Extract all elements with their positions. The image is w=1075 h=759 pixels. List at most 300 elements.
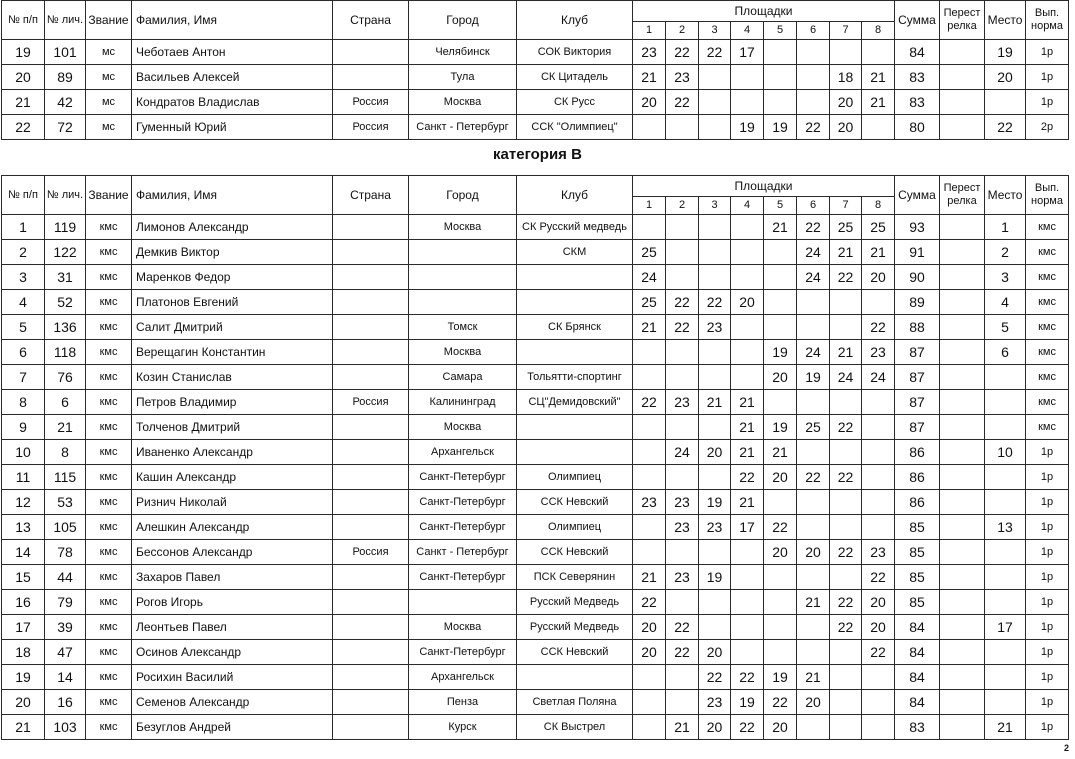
- cell-sum: 93: [895, 215, 940, 240]
- cell-site-5: [764, 315, 797, 340]
- cell-country: [333, 290, 409, 315]
- cell-site-4: 21: [731, 490, 764, 515]
- cell-site-3: 19: [699, 490, 731, 515]
- cell-site-3: [699, 465, 731, 490]
- cell-lich: 72: [45, 115, 86, 140]
- cell-country: [333, 415, 409, 440]
- cell-np: 8: [2, 390, 45, 415]
- cell-rank: кмс: [86, 265, 132, 290]
- cell-club: ССК Невский: [517, 640, 633, 665]
- cell-norm: 1р: [1026, 90, 1069, 115]
- cell-site-7: 22: [830, 415, 862, 440]
- cell-site-3: 22: [699, 40, 731, 65]
- cell-city: Калининград: [409, 390, 517, 415]
- cell-site-3: [699, 65, 731, 90]
- cell-rank: кмс: [86, 215, 132, 240]
- cell-place: [985, 465, 1026, 490]
- cell-lich: 76: [45, 365, 86, 390]
- cell-site-4: [731, 615, 764, 640]
- table-row: [2, 465, 1069, 490]
- cell-site-7: 20: [830, 90, 862, 115]
- cell-site-6: [797, 490, 830, 515]
- cell-site-4: 21: [731, 390, 764, 415]
- cell-norm: 1р: [1026, 640, 1069, 665]
- cell-name: Безуглов Андрей: [132, 715, 333, 740]
- cell-lich: 79: [45, 590, 86, 615]
- cell-site-4: 19: [731, 115, 764, 140]
- cell-site-7: 20: [830, 115, 862, 140]
- cell-shootoff: [940, 615, 985, 640]
- cell-site-6: [797, 390, 830, 415]
- cell-shootoff: [940, 515, 985, 540]
- cell-site-8: 25: [862, 215, 895, 240]
- cell-shootoff: [940, 540, 985, 565]
- cell-sum: 83: [895, 715, 940, 740]
- cell-club: [517, 340, 633, 365]
- cell-country: [333, 215, 409, 240]
- table-row: [2, 690, 1069, 715]
- col-header-sum: Сумма: [895, 1, 940, 40]
- cell-site-7: 22: [830, 465, 862, 490]
- cell-lich: 21: [45, 415, 86, 440]
- cell-site-8: [862, 490, 895, 515]
- cell-shootoff: [940, 415, 985, 440]
- cell-rank: кмс: [86, 565, 132, 590]
- col-header-rank: Звание: [86, 1, 132, 40]
- table-row: [2, 215, 1069, 240]
- cell-sum: 86: [895, 490, 940, 515]
- cell-club: СК Цитадель: [517, 65, 633, 90]
- cell-country: [333, 715, 409, 740]
- cell-site-2: 22: [666, 615, 699, 640]
- cell-site-3: 20: [699, 440, 731, 465]
- cell-site-2: [666, 365, 699, 390]
- table-row: [2, 440, 1069, 465]
- cell-city: Санкт-Петербург: [409, 515, 517, 540]
- cell-lich: 119: [45, 215, 86, 240]
- cell-site-2: [666, 215, 699, 240]
- cell-lich: 16: [45, 690, 86, 715]
- cell-site-5: 19: [764, 340, 797, 365]
- cell-sum: 85: [895, 590, 940, 615]
- cell-site-4: 20: [731, 290, 764, 315]
- cell-site-4: 19: [731, 690, 764, 715]
- cell-name: Семенов Александр: [132, 690, 333, 715]
- cell-site-3: [699, 115, 731, 140]
- cell-sum: 87: [895, 365, 940, 390]
- cell-shootoff: [940, 465, 985, 490]
- cell-rank: кмс: [86, 415, 132, 440]
- cell-site-2: 22: [666, 290, 699, 315]
- cell-site-7: 21: [830, 240, 862, 265]
- category-b-title: категория В: [493, 146, 582, 163]
- table-row: [2, 665, 1069, 690]
- cell-norm: кмс: [1026, 215, 1069, 240]
- cell-sum: 85: [895, 565, 940, 590]
- cell-site-2: 23: [666, 65, 699, 90]
- cell-np: 19: [2, 665, 45, 690]
- cell-lich: 118: [45, 340, 86, 365]
- cell-place: [985, 565, 1026, 590]
- cell-place: 20: [985, 65, 1026, 90]
- cell-club: СК Русс: [517, 90, 633, 115]
- cell-site-4: [731, 65, 764, 90]
- table-row: [2, 540, 1069, 565]
- cell-rank: кмс: [86, 290, 132, 315]
- cell-club: Тольятти-спортинг: [517, 365, 633, 390]
- cell-site-8: 21: [862, 240, 895, 265]
- cell-name: Осинов Александр: [132, 640, 333, 665]
- cell-rank: кмс: [86, 515, 132, 540]
- cell-np: 18: [2, 640, 45, 665]
- cell-sum: 88: [895, 315, 940, 340]
- cell-club: СКМ: [517, 240, 633, 265]
- cell-np: 22: [2, 115, 45, 140]
- cell-site-2: [666, 240, 699, 265]
- cell-site-8: 22: [862, 315, 895, 340]
- cell-site-7: [830, 40, 862, 65]
- cell-site-7: 18: [830, 65, 862, 90]
- cell-club: ПСК Северянин: [517, 565, 633, 590]
- cell-rank: кмс: [86, 540, 132, 565]
- site-number-header: 4: [731, 22, 764, 40]
- site-number-header: 1: [633, 197, 666, 215]
- cell-city: Санкт - Петербург: [409, 115, 517, 140]
- cell-np: 12: [2, 490, 45, 515]
- cell-site-5: 20: [764, 715, 797, 740]
- cell-site-5: [764, 490, 797, 515]
- cell-site-6: [797, 90, 830, 115]
- cell-site-8: [862, 415, 895, 440]
- col-header-name: Фамилия, Имя: [132, 1, 333, 40]
- cell-shootoff: [940, 440, 985, 465]
- cell-country: [333, 315, 409, 340]
- cell-place: [985, 490, 1026, 515]
- cell-norm: кмс: [1026, 415, 1069, 440]
- cell-lich: 115: [45, 465, 86, 490]
- cell-club: СК Русский медведь: [517, 215, 633, 240]
- cell-site-4: [731, 565, 764, 590]
- cell-country: [333, 665, 409, 690]
- cell-place: [985, 690, 1026, 715]
- site-number-header: 1: [633, 22, 666, 40]
- cell-club: СЦ"Демидовский": [517, 390, 633, 415]
- cell-site-8: 23: [862, 540, 895, 565]
- cell-place: 10: [985, 440, 1026, 465]
- site-number-header: 4: [731, 197, 764, 215]
- cell-lich: 103: [45, 715, 86, 740]
- results-table-category-b: [1, 175, 1069, 740]
- cell-site-5: [764, 290, 797, 315]
- cell-city: Челябинск: [409, 40, 517, 65]
- cell-norm: кмс: [1026, 340, 1069, 365]
- cell-country: Россия: [333, 540, 409, 565]
- cell-shootoff: [940, 390, 985, 415]
- table-row: [2, 415, 1069, 440]
- cell-lich: 42: [45, 90, 86, 115]
- cell-site-4: 17: [731, 515, 764, 540]
- cell-club: Русский Медведь: [517, 615, 633, 640]
- cell-site-1: 22: [633, 590, 666, 615]
- cell-city: Архангельск: [409, 440, 517, 465]
- cell-site-2: [666, 340, 699, 365]
- cell-rank: кмс: [86, 590, 132, 615]
- cell-site-1: 20: [633, 615, 666, 640]
- cell-site-3: [699, 415, 731, 440]
- cell-lich: 105: [45, 515, 86, 540]
- cell-site-8: [862, 690, 895, 715]
- cell-site-6: [797, 290, 830, 315]
- cell-country: [333, 240, 409, 265]
- cell-shootoff: [940, 590, 985, 615]
- table-row: [2, 515, 1069, 540]
- cell-norm: кмс: [1026, 290, 1069, 315]
- cell-np: 3: [2, 265, 45, 290]
- table-row: [2, 315, 1069, 340]
- cell-site-8: 21: [862, 90, 895, 115]
- cell-np: 20: [2, 690, 45, 715]
- col-header-norm: Вып. норма: [1026, 1, 1069, 40]
- cell-norm: кмс: [1026, 265, 1069, 290]
- cell-site-5: [764, 240, 797, 265]
- cell-sum: 83: [895, 65, 940, 90]
- cell-site-2: 24: [666, 440, 699, 465]
- cell-site-1: [633, 715, 666, 740]
- cell-site-7: 22: [830, 590, 862, 615]
- cell-site-2: 21: [666, 715, 699, 740]
- cell-club: СК Брянск: [517, 315, 633, 340]
- cell-site-8: [862, 115, 895, 140]
- cell-city: Москва: [409, 615, 517, 640]
- cell-site-6: 24: [797, 340, 830, 365]
- cell-site-2: 23: [666, 515, 699, 540]
- cell-shootoff: [940, 715, 985, 740]
- cell-site-3: 22: [699, 665, 731, 690]
- cell-country: [333, 590, 409, 615]
- cell-site-3: [699, 215, 731, 240]
- cell-shootoff: [940, 365, 985, 390]
- col-header-place: Место: [985, 176, 1026, 215]
- cell-lich: 89: [45, 65, 86, 90]
- cell-site-3: 21: [699, 390, 731, 415]
- cell-country: Россия: [333, 390, 409, 415]
- cell-site-7: [830, 290, 862, 315]
- cell-site-6: [797, 315, 830, 340]
- col-header-np: № п/п: [2, 176, 45, 215]
- cell-site-5: [764, 90, 797, 115]
- cell-site-2: [666, 590, 699, 615]
- cell-site-1: [633, 215, 666, 240]
- cell-site-3: [699, 590, 731, 615]
- cell-site-1: [633, 540, 666, 565]
- cell-sum: 86: [895, 440, 940, 465]
- cell-site-8: [862, 715, 895, 740]
- cell-sum: 84: [895, 40, 940, 65]
- col-header-club: Клуб: [517, 1, 633, 40]
- cell-city: Санкт-Петербург: [409, 565, 517, 590]
- cell-name: Маренков Федор: [132, 265, 333, 290]
- cell-site-5: [764, 615, 797, 640]
- cell-site-6: 19: [797, 365, 830, 390]
- cell-club: Русский Медведь: [517, 590, 633, 615]
- cell-country: [333, 465, 409, 490]
- cell-site-4: [731, 265, 764, 290]
- cell-norm: 1р: [1026, 515, 1069, 540]
- col-header-rank: Звание: [86, 176, 132, 215]
- cell-site-3: 23: [699, 315, 731, 340]
- cell-country: [333, 615, 409, 640]
- cell-sum: 84: [895, 665, 940, 690]
- cell-site-7: [830, 665, 862, 690]
- cell-np: 19: [2, 40, 45, 65]
- cell-site-5: 19: [764, 115, 797, 140]
- page-number: 2: [1063, 743, 1069, 753]
- cell-country: [333, 340, 409, 365]
- cell-np: 20: [2, 65, 45, 90]
- cell-site-7: [830, 390, 862, 415]
- cell-site-5: [764, 590, 797, 615]
- cell-site-6: [797, 715, 830, 740]
- cell-lich: 136: [45, 315, 86, 340]
- cell-city: [409, 240, 517, 265]
- cell-site-1: 21: [633, 315, 666, 340]
- cell-site-7: [830, 440, 862, 465]
- cell-sum: 84: [895, 615, 940, 640]
- cell-club: [517, 665, 633, 690]
- cell-norm: 1р: [1026, 65, 1069, 90]
- cell-place: 22: [985, 115, 1026, 140]
- cell-site-8: [862, 290, 895, 315]
- cell-np: 17: [2, 615, 45, 640]
- cell-shootoff: [940, 565, 985, 590]
- cell-site-8: [862, 390, 895, 415]
- cell-site-8: 24: [862, 365, 895, 390]
- cell-site-7: [830, 715, 862, 740]
- cell-site-8: [862, 665, 895, 690]
- cell-site-5: 20: [764, 365, 797, 390]
- cell-city: Москва: [409, 215, 517, 240]
- cell-site-5: 19: [764, 665, 797, 690]
- cell-place: 4: [985, 290, 1026, 315]
- cell-place: [985, 390, 1026, 415]
- cell-norm: 1р: [1026, 615, 1069, 640]
- cell-site-4: 21: [731, 440, 764, 465]
- cell-club: ССК Невский: [517, 540, 633, 565]
- cell-place: 1: [985, 215, 1026, 240]
- cell-norm: кмс: [1026, 240, 1069, 265]
- cell-place: 17: [985, 615, 1026, 640]
- cell-lich: 39: [45, 615, 86, 640]
- cell-site-6: [797, 65, 830, 90]
- site-number-header: 5: [764, 197, 797, 215]
- cell-site-6: 25: [797, 415, 830, 440]
- cell-shootoff: [940, 665, 985, 690]
- cell-site-2: 23: [666, 565, 699, 590]
- cell-site-1: [633, 440, 666, 465]
- cell-lich: 47: [45, 640, 86, 665]
- cell-place: 6: [985, 340, 1026, 365]
- cell-sum: 83: [895, 90, 940, 115]
- cell-sum: 80: [895, 115, 940, 140]
- cell-place: [985, 590, 1026, 615]
- cell-site-2: 23: [666, 490, 699, 515]
- cell-np: 9: [2, 415, 45, 440]
- cell-site-8: [862, 440, 895, 465]
- cell-name: Салит Дмитрий: [132, 315, 333, 340]
- cell-site-3: 23: [699, 690, 731, 715]
- cell-site-8: 22: [862, 640, 895, 665]
- cell-site-3: [699, 540, 731, 565]
- col-header-norm: Вып. норма: [1026, 176, 1069, 215]
- col-header-name: Фамилия, Имя: [132, 176, 333, 215]
- table-row: [2, 640, 1069, 665]
- cell-club: Олимпиец: [517, 465, 633, 490]
- cell-site-6: 22: [797, 465, 830, 490]
- cell-site-8: 22: [862, 565, 895, 590]
- cell-lich: 122: [45, 240, 86, 265]
- cell-place: [985, 640, 1026, 665]
- cell-name: Чеботаев Антон: [132, 40, 333, 65]
- cell-norm: 2р: [1026, 115, 1069, 140]
- site-number-header: 6: [797, 22, 830, 40]
- cell-site-3: 20: [699, 715, 731, 740]
- col-header-sites: Площадки: [633, 176, 895, 197]
- cell-site-1: 25: [633, 240, 666, 265]
- cell-np: 16: [2, 590, 45, 615]
- cell-site-5: 20: [764, 465, 797, 490]
- cell-site-5: 20: [764, 540, 797, 565]
- table-row: [2, 290, 1069, 315]
- cell-site-4: 22: [731, 715, 764, 740]
- cell-shootoff: [940, 490, 985, 515]
- cell-site-4: [731, 90, 764, 115]
- cell-club: [517, 265, 633, 290]
- cell-site-7: 22: [830, 540, 862, 565]
- cell-place: [985, 365, 1026, 390]
- cell-sum: 85: [895, 515, 940, 540]
- cell-site-4: [731, 240, 764, 265]
- cell-rank: мс: [86, 90, 132, 115]
- cell-site-4: [731, 540, 764, 565]
- cell-site-2: [666, 465, 699, 490]
- cell-site-2: 23: [666, 390, 699, 415]
- cell-site-7: [830, 490, 862, 515]
- cell-shootoff: [940, 240, 985, 265]
- cell-shootoff: [940, 115, 985, 140]
- cell-np: 21: [2, 715, 45, 740]
- cell-site-1: 21: [633, 65, 666, 90]
- cell-site-5: [764, 265, 797, 290]
- cell-country: [333, 490, 409, 515]
- cell-site-1: 21: [633, 565, 666, 590]
- cell-sum: 87: [895, 340, 940, 365]
- site-number-header: 7: [830, 197, 862, 215]
- cell-site-2: 22: [666, 90, 699, 115]
- cell-site-7: 22: [830, 615, 862, 640]
- cell-name: Васильев Алексей: [132, 65, 333, 90]
- cell-sum: 84: [895, 690, 940, 715]
- table-row: [2, 565, 1069, 590]
- col-header-sum: Сумма: [895, 176, 940, 215]
- cell-name: Кашин Александр: [132, 465, 333, 490]
- table-row: [2, 40, 1069, 65]
- cell-club: СК Выстрел: [517, 715, 633, 740]
- cell-name: Захаров Павел: [132, 565, 333, 590]
- cell-np: 15: [2, 565, 45, 590]
- cell-np: 10: [2, 440, 45, 465]
- col-header-shootoff: Перест релка: [940, 1, 985, 40]
- col-header-np: № п/п: [2, 1, 45, 40]
